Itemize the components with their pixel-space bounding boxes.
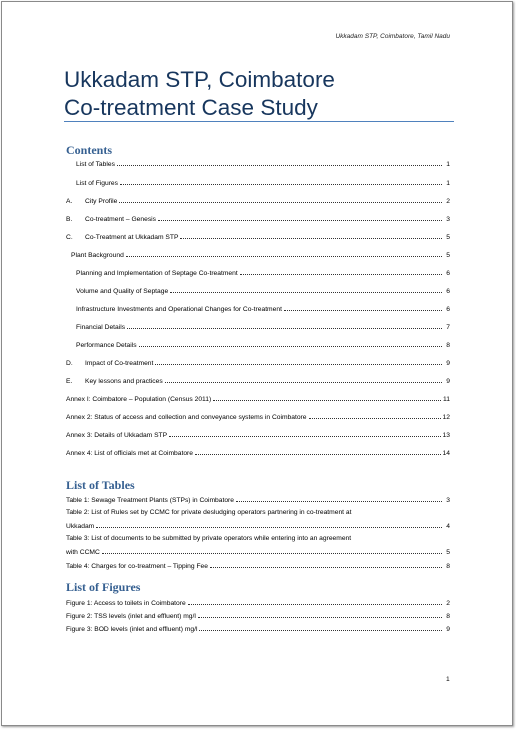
toc-leader: [240, 269, 442, 275]
title-line-1: Ukkadam STP, Coimbatore: [64, 67, 335, 92]
table-list-entry-page: 8: [446, 563, 450, 570]
toc-entry-text: Co-treatment – Genesis: [85, 216, 156, 223]
toc-entry[interactable]: [66, 251, 450, 259]
toc-leader: [236, 496, 442, 502]
toc-entry-text: Volume and Quality of Septage: [76, 288, 169, 295]
toc-entry[interactable]: [66, 160, 450, 168]
page-number: 1: [446, 676, 450, 683]
toc-entry-prefix: C.: [66, 234, 73, 241]
toc-leader: [127, 323, 442, 329]
toc-leader: [188, 599, 442, 605]
toc-entry[interactable]: [66, 431, 450, 439]
toc-entry-page: 13: [442, 432, 450, 439]
table-list-entry-text: Table 1: Sewage Treatment Plants (STPs) in Coimbatore: [66, 497, 235, 504]
toc-leader: [170, 287, 442, 293]
toc-entry-page: 6: [446, 288, 450, 295]
toc-leader: [102, 548, 442, 554]
toc-leader: [309, 413, 441, 419]
toc-leader: [155, 359, 442, 365]
toc-entry[interactable]: [66, 413, 450, 421]
toc-entry[interactable]: [66, 179, 450, 187]
toc-entry[interactable]: [66, 395, 450, 403]
toc-entry-text: Impact of Co-treatment: [85, 360, 154, 367]
list-of-tables-heading: List of Tables: [66, 478, 135, 492]
toc-entry-page: 1: [446, 180, 450, 187]
toc-entry-page: 9: [446, 360, 450, 367]
toc-entry-page: 9: [446, 378, 450, 385]
toc-entry[interactable]: [66, 359, 450, 367]
toc-entry-page: 11: [443, 396, 450, 403]
title-divider: [64, 121, 454, 122]
figure-list-entry-page: 9: [446, 626, 450, 633]
toc-entry-text: Annex 2: Status of access and collection and conveyance systems in Coimbatore: [66, 414, 307, 421]
toc-entry-text: Key lessons and practices: [85, 378, 163, 385]
toc-leader: [210, 562, 442, 568]
toc-leader: [198, 612, 442, 618]
toc-leader: [199, 625, 442, 631]
toc-entry-text: Performance Details: [76, 342, 137, 349]
table-list-entry-text: Table 4: Charges for co-treatment – Tipping Fee: [66, 563, 208, 570]
toc-entry-page: 14: [442, 450, 450, 457]
toc-leader: [119, 197, 442, 203]
toc-leader: [158, 215, 442, 221]
toc-leader: [120, 179, 442, 185]
toc-entry-text: Co-Treatment at Ukkadam STP: [85, 234, 179, 241]
toc-entry[interactable]: [66, 305, 450, 313]
toc-entry-text: Annex 3: Details of Ukkadam STP: [66, 432, 168, 439]
table-list-entry-page: 4: [446, 523, 450, 530]
toc-entry-text: City Profile: [85, 198, 118, 205]
toc-entry-prefix: B.: [66, 216, 73, 223]
toc-leader: [165, 377, 442, 383]
figure-list-entry[interactable]: [66, 612, 450, 620]
toc-entry[interactable]: [66, 233, 450, 241]
list-of-figures-heading: List of Figures: [66, 580, 141, 594]
table-list-entry-line1: Table 3: List of documents to be submitted by private operators while entering into an agreement: [66, 535, 352, 542]
toc-entry[interactable]: [66, 287, 450, 295]
toc-entry-text: List of Figures: [76, 180, 118, 187]
table-list-entry[interactable]: [66, 562, 450, 570]
figure-list-entry-text: Figure 2: TSS levels (inlet and effluent) mg/l: [66, 613, 196, 620]
toc-leader: [139, 341, 442, 347]
table-list-entry-line1: Table 2: List of Rules set by CCMC for private desludging operators partnering in co-treatment at: [66, 509, 352, 516]
toc-entry[interactable]: [66, 323, 450, 331]
toc-leader: [180, 233, 442, 239]
toc-entry-text: Planning and Implementation of Septage Co-treatment: [76, 270, 238, 277]
toc-leader: [213, 395, 441, 401]
table-list-entry-text: with CCMC: [66, 549, 100, 556]
toc-entry-text: Annex 4: List of officials met at Coimbatore: [66, 450, 194, 457]
toc-entry-page: 6: [446, 306, 450, 313]
toc-entry-prefix: E.: [66, 378, 73, 385]
table-list-entry[interactable]: [66, 496, 450, 504]
toc-entry-prefix: A.: [66, 198, 73, 205]
toc-entry-page: 1: [446, 161, 450, 168]
toc-leader: [126, 251, 442, 257]
figure-list-entry-text: Figure 3: BOD levels (inlet and effluent) mg/l: [66, 626, 198, 633]
figure-list-entry[interactable]: [66, 625, 450, 633]
toc-entry-page: 7: [446, 324, 450, 331]
toc-entry-page: 8: [446, 342, 450, 349]
toc-entry[interactable]: [66, 269, 450, 277]
toc-entry-prefix: D.: [66, 360, 73, 367]
toc-leader: [195, 449, 441, 455]
table-list-entry-page: 5: [446, 549, 450, 556]
toc-entry-page: 2: [446, 198, 450, 205]
figure-list-entry-page: 2: [446, 600, 450, 607]
toc-entry-page: 12: [442, 414, 450, 421]
toc-entry-text: Financial Details: [76, 324, 126, 331]
running-header: Ukkadam STP, Coimbatore, Tamil Nadu: [335, 33, 450, 40]
toc-leader: [96, 522, 442, 528]
toc-entry-text: Annex I: Coimbatore – Population (Census 2011): [66, 396, 212, 403]
toc-entry-page: 5: [446, 252, 450, 259]
toc-entry-text: List of Tables: [76, 161, 115, 168]
title-line-2: Co-treatment Case Study: [64, 95, 318, 120]
toc-leader: [284, 305, 442, 311]
table-list-entry[interactable]: [66, 548, 450, 556]
table-list-entry-text: Ukkadam: [66, 523, 95, 530]
toc-entry[interactable]: [66, 197, 450, 205]
toc-leader: [169, 431, 440, 437]
toc-entry[interactable]: [66, 215, 450, 223]
contents-heading: Contents: [66, 143, 113, 157]
toc-entry[interactable]: [66, 341, 450, 349]
table-list-entry-page: 3: [446, 497, 450, 504]
figure-list-entry-page: 8: [446, 613, 450, 620]
toc-entry-page: 3: [446, 216, 450, 223]
toc-entry-page: 6: [446, 270, 450, 277]
toc-entry-text: Plant Background: [71, 252, 124, 259]
document-page: [1, 1, 513, 726]
toc-leader: [117, 160, 442, 166]
toc-entry[interactable]: [66, 377, 450, 385]
toc-entry-text: Infrastructure Investments and Operational Changes for Co-treatment: [76, 306, 282, 313]
table-list-entry[interactable]: [66, 522, 450, 530]
figure-list-entry[interactable]: [66, 599, 450, 607]
toc-entry-page: 5: [446, 234, 450, 241]
document-title: [64, 66, 335, 122]
figure-list-entry-text: Figure 1: Access to toilets in Coimbatore: [66, 600, 186, 607]
toc-entry[interactable]: [66, 449, 450, 457]
